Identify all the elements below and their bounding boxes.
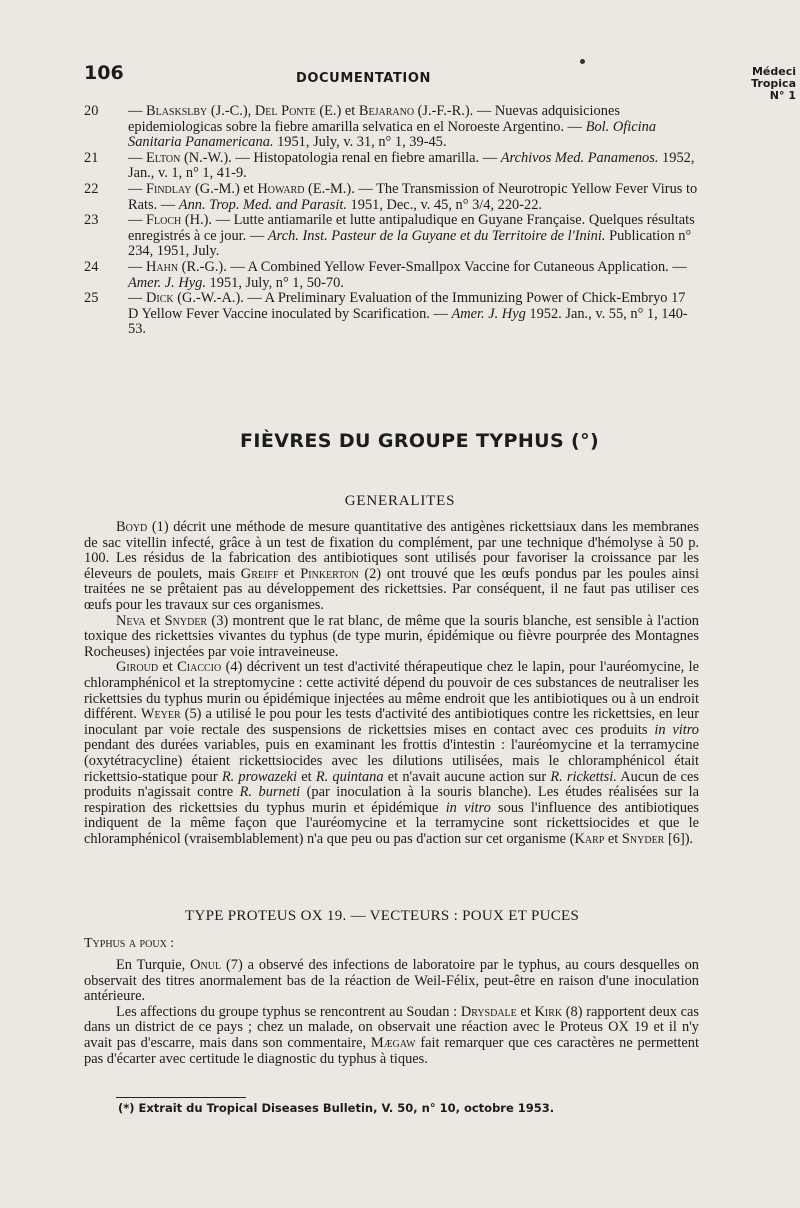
- text-run: et: [158, 659, 178, 676]
- text-run: (J.-F.-R.). — Nuevas adquisiciones epidemiologicas sobre la fiebre amarilla selvatica en el Noroeste Argentino. —: [128, 103, 620, 135]
- author-name: Weyer: [140, 706, 181, 723]
- author-name: Drysdale: [460, 1003, 517, 1020]
- italic-text: in vitro: [654, 721, 699, 738]
- author-name: Karp: [574, 830, 605, 847]
- text-run: 1951, July, v. 31, n° 1, 39-45.: [273, 134, 447, 151]
- author-name: Blaskslby: [146, 103, 208, 119]
- text-run: 1952, Jan., v. 1, n° 1, 41-9.: [128, 149, 695, 182]
- author-name: Kirk: [534, 1003, 563, 1020]
- text-run: (G.-M.) et: [191, 180, 258, 197]
- author-name: Ciaccio: [177, 659, 222, 676]
- reference-number: 25: [84, 290, 99, 307]
- text-run: (H.). — Lutte antiamarile et lutte antipaludique en Guyane Française. Quelques résultats enregistrés à ce jour. —: [128, 212, 695, 244]
- author-name: Elton: [146, 149, 181, 166]
- text-run: (N.-W.). — Histopatologia renal en fiebre amarilla. —: [180, 149, 501, 166]
- author-name: Hahn: [146, 258, 179, 275]
- italic-text: R. rickettsi.: [550, 768, 617, 785]
- text-run: —: [128, 180, 146, 197]
- italic-text: Bol. Oficina Sanitaria Panamericana.: [128, 118, 657, 151]
- author-name: Del Ponte: [254, 103, 316, 119]
- text-run: 1951, July, n° 1, 50-70.: [205, 274, 344, 291]
- text-run: 1951, Dec., v. 45, n° 3/4, 220-22.: [346, 196, 543, 213]
- italic-text: Archivos Med. Panamenos.: [500, 149, 659, 166]
- italic-text: Amer. J. Hyg.: [128, 274, 206, 291]
- author-name: Neva: [116, 612, 146, 629]
- reference-number: 22: [84, 180, 99, 197]
- page-number: 106: [84, 62, 124, 84]
- author-name: Onul: [190, 957, 222, 973]
- side-line-3: N° 1: [769, 89, 796, 102]
- reference-number: 21: [84, 149, 99, 166]
- text-run: fait remarquer que ces caractères ne permettent pas d'écarter avec certitude le diagnostic du typhus à tiques.: [84, 1034, 699, 1067]
- paragraph: [84, 1005, 699, 1067]
- reference-item: [84, 213, 699, 260]
- author-name: Boyd: [116, 519, 148, 535]
- italic-text: Arch. Inst. Pasteur de la Guyane et du Territoire de l'Inini.: [267, 227, 606, 244]
- text-run: (2) ont trouvé que les œufs pondus par les poules ainsi traitées ne se prêtaient pas au développement des rickettsies. Par conséquent, il ne faut pas utiliser ces œufs pour les travaux sur ces organismes.: [84, 565, 699, 613]
- text-run: (7) a observé des infections de laboratoire par le typhus, au cours desquelles on observait des titres anormalement bas de la réaction de Weil-Félix, peut-être en raison d'une inoculation antérieure.: [84, 957, 699, 1005]
- text-run: En Turquie,: [116, 957, 191, 973]
- body-text: [84, 520, 699, 847]
- author-name: Pinkerton: [300, 565, 359, 582]
- side-line-1: Médeci: [751, 65, 796, 78]
- author-name: Findlay: [146, 180, 192, 197]
- paragraph: [84, 614, 699, 661]
- text-run: (8) rapportent deux cas dans un district de ce pays ; chez un malade, on observait une réaction avec le Proteus OX 19 et il n'y avait pas d'escarre, mais dans son commentaire,: [84, 1003, 699, 1051]
- text-run: (E.-M.). — The Transmission of Neurotropic Yellow Fever Virus to Rats. —: [128, 180, 698, 213]
- footnote-rule: [116, 1097, 246, 1098]
- running-header: DOCUMENTATION: [296, 71, 431, 86]
- author-name: Greiff: [240, 565, 279, 582]
- footnote: (*) Extrait du Tropical Diseases Bulletin, V. 50, n° 10, octobre 1953.: [118, 1101, 555, 1115]
- reference-item: [84, 291, 699, 338]
- text-run: Aucun de ces produits n'agissait contre: [84, 768, 699, 801]
- type-heading: TYPE PROTEUS OX 19. — VECTEURS : POUX ET PUCES: [185, 908, 580, 924]
- body-text-2: [84, 958, 699, 1067]
- text-run: Publication n° 234, 1951, July.: [128, 227, 692, 260]
- text-run: (1) décrit une méthode de mesure quantitative des antigènes rickettsiaux dans les membranes de sac vitellin infecté, grâce à un test de fixation du complément, par une technique d'hémolyse à 50 p. 100. Les résidus de la fabrication des antibiotiques sont utilisés pour favoriser la croissance par les éleveurs de poulets, mais: [84, 519, 699, 582]
- author-name: Howard: [257, 180, 305, 197]
- text-run: (5) a utilisé le pou pour les tests d'activité des antibiotiques contre les rickettsies, en leur inoculant par voie rectale des suspensions de rickettsies mises en contact avec ces produits: [84, 706, 699, 738]
- side-line-2: Tropica: [751, 77, 796, 90]
- reference-item: [84, 151, 699, 182]
- italic-text: R. burneti: [239, 784, 301, 801]
- italic-text: R. quintana: [315, 768, 384, 785]
- paragraph: [84, 958, 699, 1005]
- reference-number: 24: [84, 258, 99, 275]
- text-run: —: [128, 258, 146, 275]
- author-name: Mægaw: [370, 1034, 416, 1051]
- text-run: et: [604, 830, 622, 847]
- reference-number: 20: [84, 103, 99, 119]
- italic-text: in vitro: [445, 799, 491, 816]
- italic-text: Ann. Trop. Med. and Parasit.: [178, 196, 347, 213]
- author-name: Dick: [146, 290, 174, 307]
- text-run: [6]).: [664, 830, 694, 847]
- text-run: (3) montrent que le rat blanc, de même que la souris blanche, est sensible à l'action toxique des rickettsies vivantes du typhus (de type murin, épidémique ou fièvre pourprée des Montagnes Rocheuses) injectées par voie intraveineuse.: [84, 612, 699, 660]
- text-run: (par inoculation à la souris blanche). Les études réalisées sur la respiration des rickettsies du typhus murin et épidémique: [84, 784, 700, 816]
- text-run: et: [278, 565, 301, 582]
- text-run: Les affections du groupe typhus se rencontrent au Soudan :: [116, 1003, 461, 1020]
- subsection-title: GENERALITES: [344, 493, 456, 509]
- text-run: et: [145, 612, 165, 629]
- text-run: pendant des durées variables, puis en examinant les frottis d'intestin : l'auréomycine et la terramycine (oxytétracycline) étaient rickettsiocides avec les dilutions utilisées, mais le chloramphénicol était rickettsio-statique pour: [84, 737, 699, 785]
- italic-text: R. prowazeki: [221, 768, 298, 785]
- side-margin-text: [736, 66, 796, 102]
- paragraph: [84, 660, 699, 847]
- reference-number: 23: [84, 212, 99, 229]
- paragraph: [84, 520, 699, 614]
- reference-item: [84, 182, 699, 213]
- author-name: Snyder: [164, 612, 208, 629]
- reference-list: [84, 104, 699, 338]
- text-run: (G.-W.-A.). — A Preliminary Evaluation of the Immunizing Power of Chick-Embryo 17 D Yellow Fever Vaccine inoculated by Scarification. —: [128, 290, 686, 322]
- text-run: (R.-G.). — A Combined Yellow Fever-Smallpox Vaccine for Cutaneous Application. —: [178, 258, 687, 275]
- reference-item: [84, 260, 699, 291]
- text-run: et n'avait aucune action sur: [383, 768, 551, 785]
- text-run: sous l'influence des antibiotiques indiquent de la même façon que l'auréomycine et la terramycine sont rickettsiocides et que le chloramphénicol (vraisemblablement) n'a que peu ou pas d'action sur cet organisme (: [84, 799, 700, 847]
- text-run: (4) décrivent un test d'activité thérapeutique chez le lapin, pour l'auréomycine, le chloramphénicol et la streptomycine : cette activité dépend du pouvoir de ces substances de neutraliser les rickettsies du typhus murin ou épidémique injectées au même endroit que les antibiotiques ou à un endroit différent.: [84, 659, 699, 723]
- text-run: (E.) et: [315, 103, 359, 119]
- author-name: Giroud: [116, 659, 159, 676]
- text-run: et: [516, 1003, 535, 1020]
- text-run: —: [128, 212, 146, 229]
- author-name: Bejarano: [358, 103, 415, 119]
- text-run: 1952. Jan., v. 55, n° 1, 140-53.: [128, 305, 688, 338]
- text-run: (J.-C.),: [207, 103, 255, 119]
- text-run: —: [128, 103, 146, 119]
- italic-text: Amer. J. Hyg: [451, 305, 526, 322]
- reference-item: [84, 104, 699, 151]
- text-run: et: [297, 768, 316, 785]
- section-title: FIÈVRES DU GROUPE TYPHUS (°): [240, 430, 600, 452]
- text-run: —: [128, 149, 146, 166]
- ink-speck: [580, 59, 585, 64]
- author-name: Snyder: [621, 830, 665, 847]
- text-run: —: [128, 290, 146, 307]
- sub-heading: Typhus a poux :: [84, 936, 175, 951]
- author-name: Floch: [146, 212, 182, 229]
